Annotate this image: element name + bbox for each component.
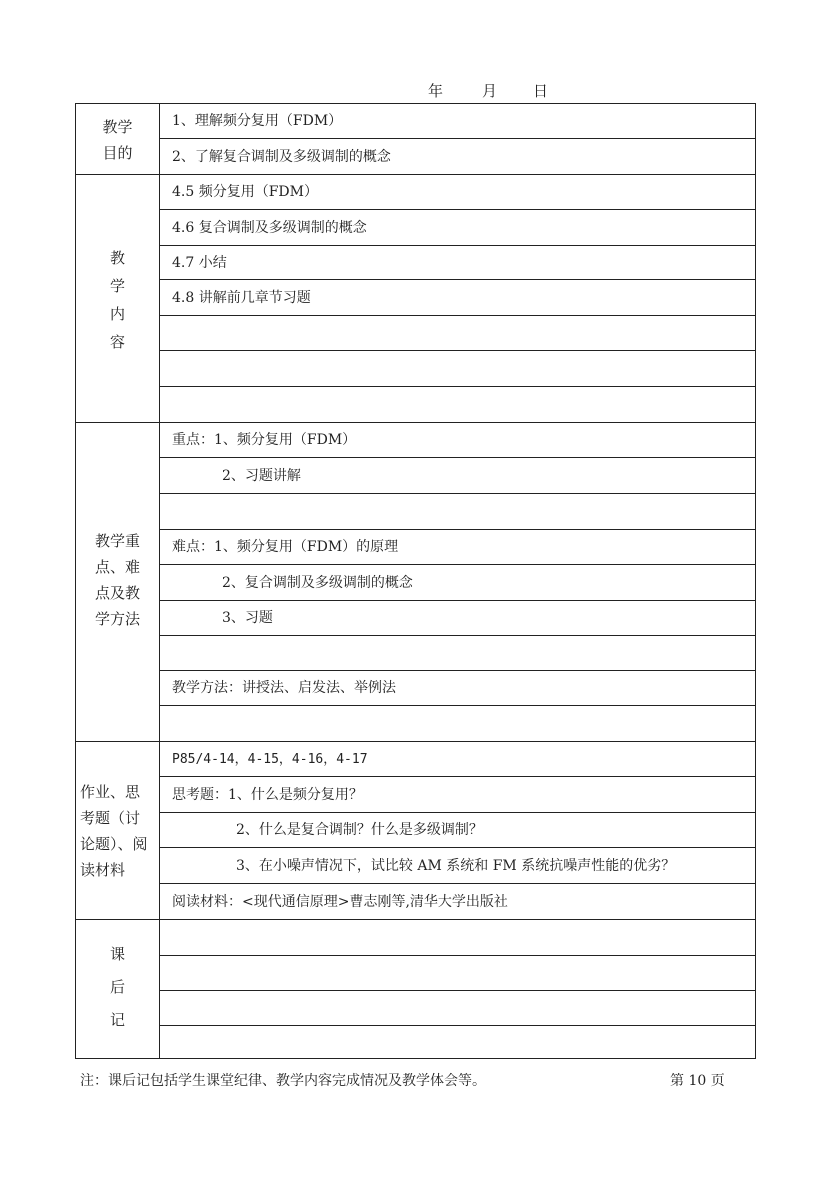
notes-row-2 [160, 956, 755, 991]
key-row-7 [160, 636, 755, 671]
homework-row-3: 2、什么是复合调制？什么是多级调制？ [160, 813, 755, 848]
date-line [428, 80, 728, 102]
content-row-7 [160, 387, 755, 422]
key-row-6: 3、习题 [160, 601, 755, 636]
homework-row-2: 思考题：1、什么是频分复用？ [160, 777, 755, 813]
page-number: 第 10 页 [670, 1073, 725, 1089]
label-objectives-l1: 教学 [102, 118, 133, 136]
date-day: 日 [533, 82, 549, 100]
objective-row-1: 1、理解频分复用（FDM） [160, 104, 755, 139]
key-row-5: 2、复合调制及多级调制的概念 [160, 565, 755, 601]
key-row-4: 难点：1、频分复用（FDM）的原理 [160, 530, 755, 565]
date-month: 月 [482, 82, 498, 100]
label-notes: 课 后 记 [109, 945, 125, 1029]
content-row-2: 4.6 复合调制及多级调制的概念 [160, 210, 755, 246]
content-row-1: 4.5 频分复用（FDM） [160, 175, 755, 210]
content-row-6 [160, 351, 755, 387]
label-content: 教 学 内 容 [109, 249, 125, 351]
key-row-2: 2、习题讲解 [160, 458, 755, 494]
notes-row-3 [160, 991, 755, 1026]
content-row-5 [160, 316, 755, 351]
label-objectives [76, 114, 159, 166]
homework-row-5: 阅读材料：<现代通信原理>曹志刚等,清华大学出版社 [172, 893, 508, 910]
homework-row-4: 3、在小噪声情况下，试比较 AM 系统和 FM 系统抗噪声性能的优劣？ [160, 848, 755, 884]
content-row-3: 4.7 小结 [160, 246, 755, 280]
footer-note: 注：课后记包括学生课堂纪律、教学内容完成情况及教学体会等。 [80, 1073, 486, 1089]
key-row-3 [160, 494, 755, 530]
notes-row-1 [160, 920, 755, 956]
date-year: 年 [428, 82, 444, 100]
key-row-9 [160, 706, 755, 741]
content-row-4: 4.8 讲解前几章节习题 [160, 280, 755, 316]
notes-row-4 [160, 1026, 755, 1058]
key-row-8: 教学方法：讲授法、启发法、举例法 [160, 671, 755, 706]
key-row-1: 重点：1、频分复用（FDM） [160, 423, 755, 458]
objective-row-2: 2、了解复合调制及多级调制的概念 [172, 148, 391, 165]
label-homework: 作业、思 考题（讨 论题）、阅 读材料 [80, 783, 148, 879]
label-objectives-l2: 目的 [102, 144, 133, 162]
lesson-plan-table [75, 103, 756, 1059]
label-key-points: 教学重 点、难 点及教 学方法 [94, 532, 140, 628]
homework-row-1: P85/4-14，4-15，4-16，4-17 [160, 742, 755, 777]
